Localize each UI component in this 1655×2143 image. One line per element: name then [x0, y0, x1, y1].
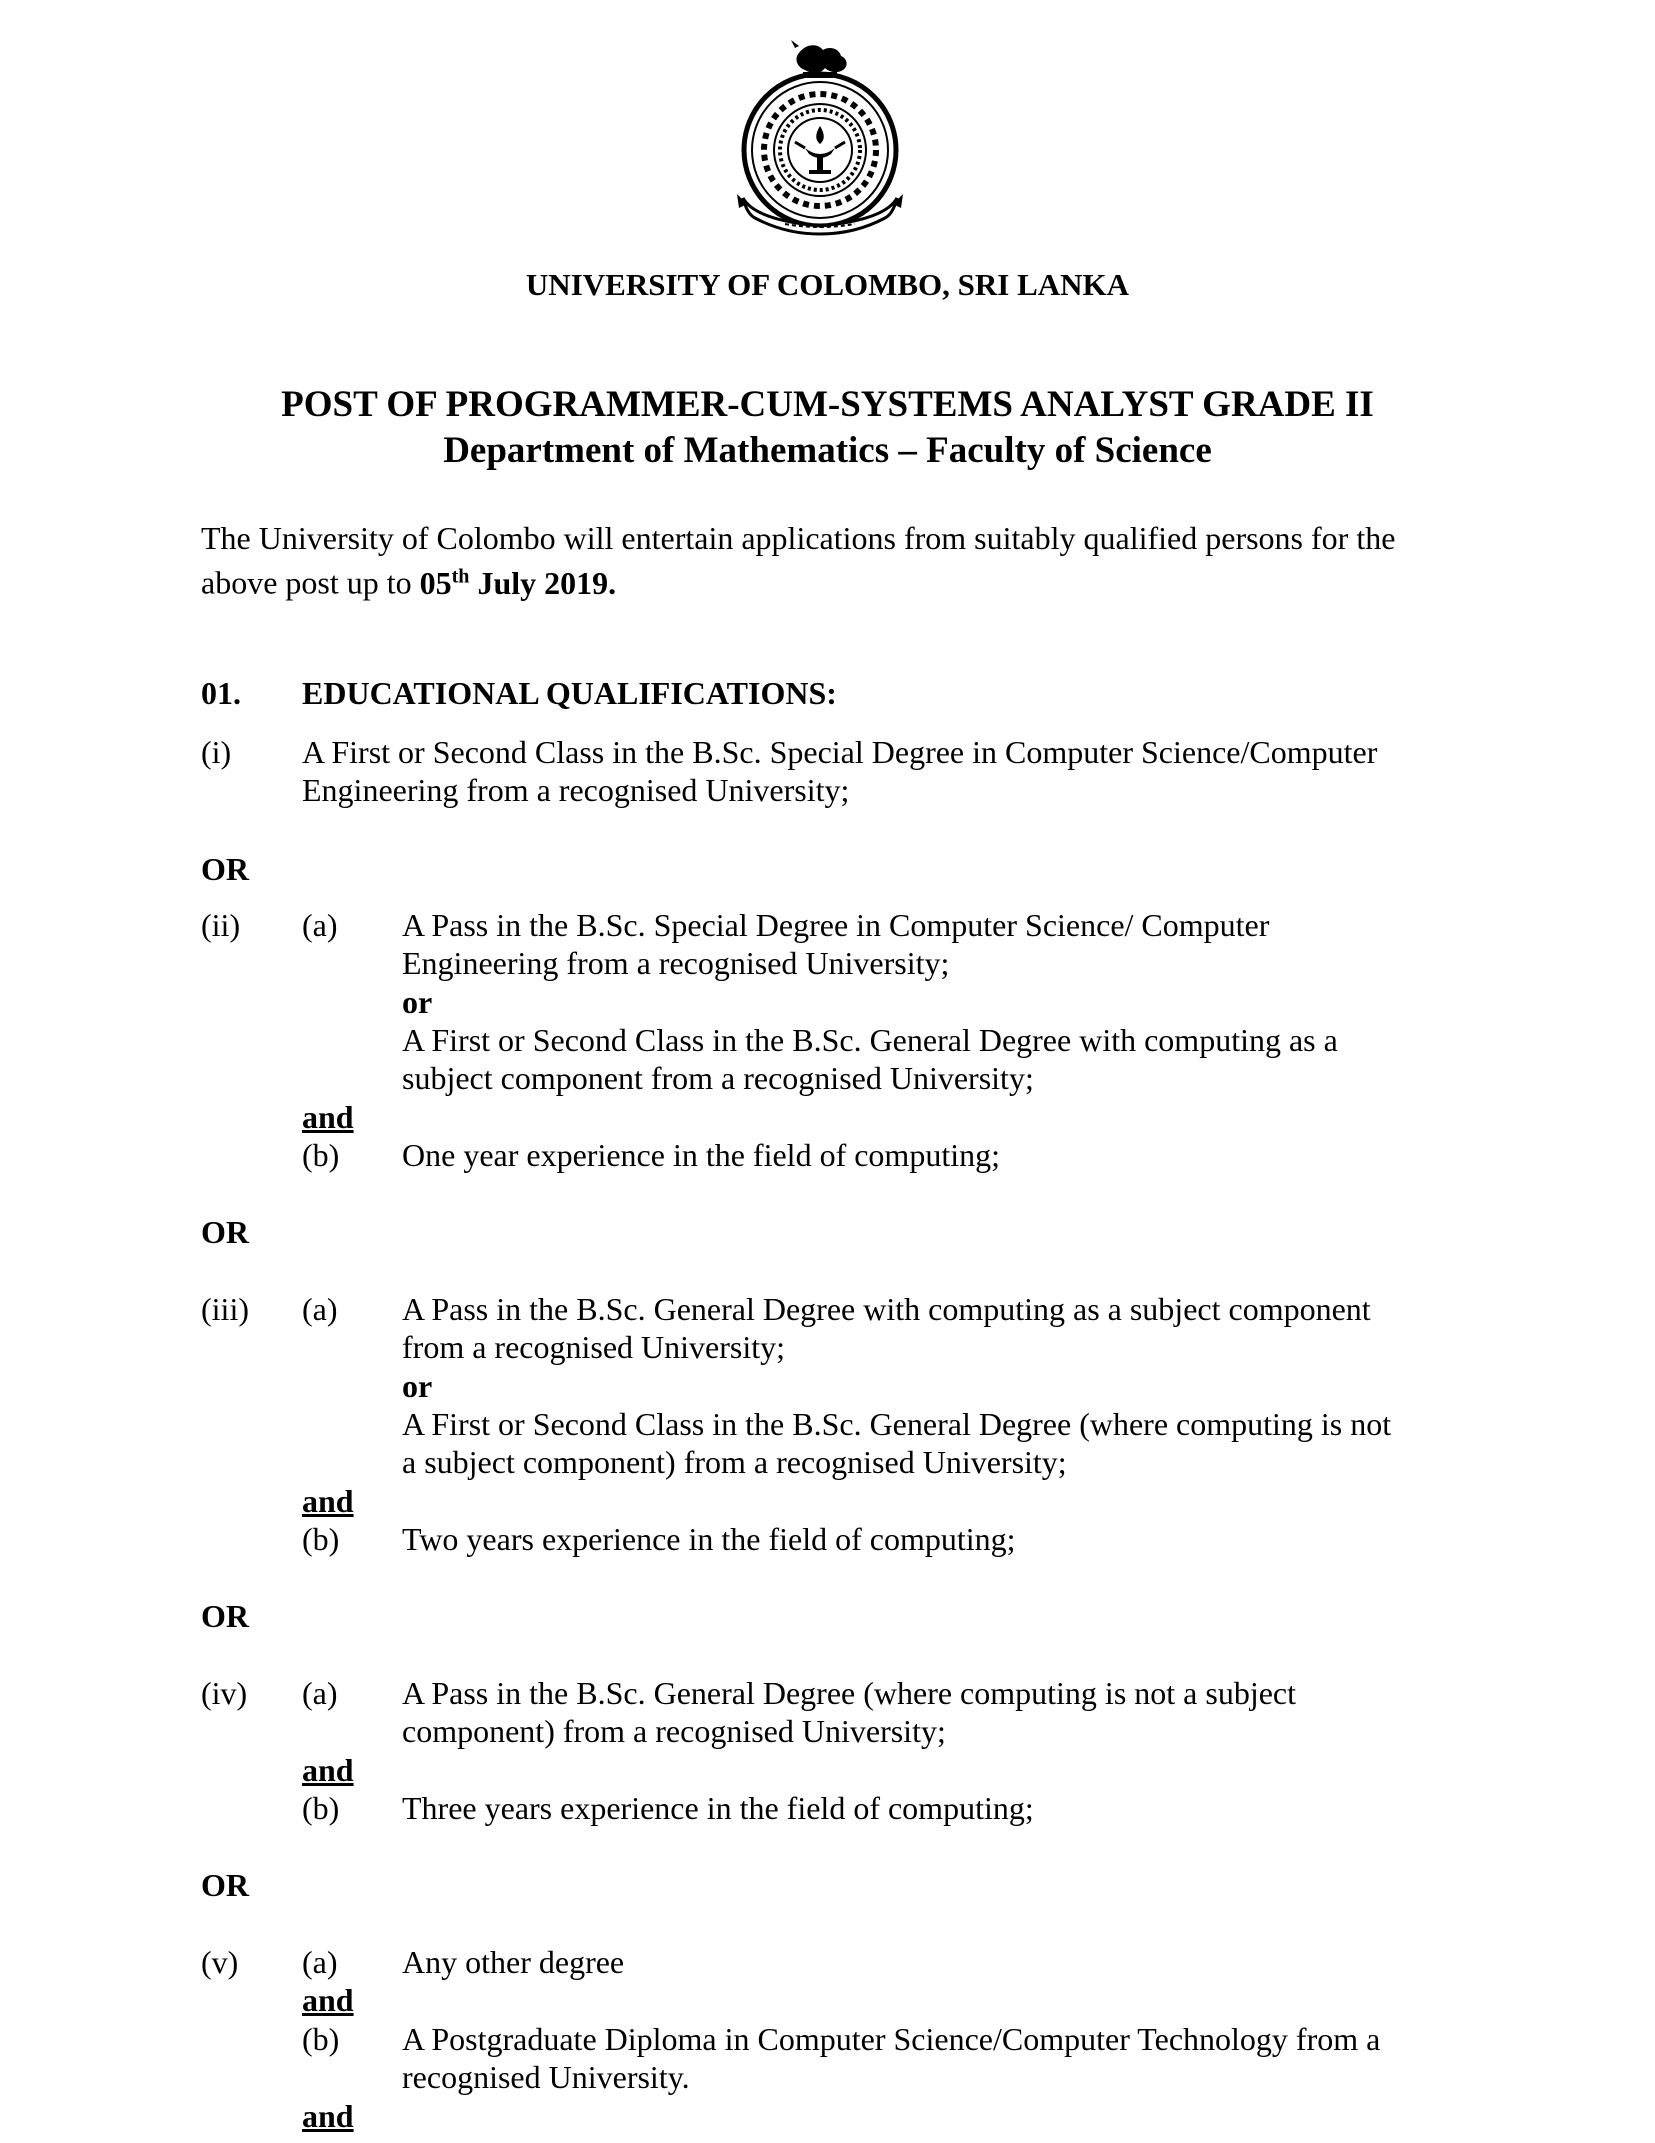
section-number: 01. [201, 675, 241, 711]
option-iii-and: and [302, 1483, 354, 1519]
university-crest-icon [725, 38, 915, 238]
option-v-a-label: (a) [302, 1944, 338, 1980]
option-ii-a-line-1: A Pass in the B.Sc. Special Degree in Computer Science/ Computer [402, 907, 1270, 943]
option-v-b-line-2: recognised University. [402, 2059, 690, 2095]
option-iii-a-label: (a) [302, 1291, 338, 1327]
intro-line-1: The University of Colombo will entertain applications from suitably qualified persons for the [201, 520, 1396, 556]
option-iii-number: (iii) [201, 1291, 249, 1327]
option-iv-and: and [302, 1752, 354, 1788]
section-heading: EDUCATIONAL QUALIFICATIONS: [302, 675, 837, 711]
option-ii-alt-line-2: subject component from a recognised University; [402, 1060, 1034, 1096]
option-iii-b-label: (b) [302, 1521, 340, 1557]
option-i-number: (i) [201, 734, 232, 770]
page-title: POST OF PROGRAMMER-CUM-SYSTEMS ANALYST GRADE II [281, 384, 1374, 425]
option-ii-a-line-2: Engineering from a recognised University; [402, 945, 950, 981]
option-iii-a-line-1: A Pass in the B.Sc. General Degree with computing as a subject component [402, 1291, 1371, 1327]
option-v-and-trailing: and [302, 2098, 354, 2134]
option-iv-b-label: (b) [302, 1790, 340, 1826]
or-separator: OR [201, 1598, 249, 1634]
page-subtitle: Department of Mathematics – Faculty of Science [443, 430, 1212, 471]
option-ii-number: (ii) [201, 907, 241, 943]
intro-prefix: above post up to [201, 564, 420, 601]
option-ii-b-text: One year experience in the field of computing; [402, 1137, 1000, 1173]
option-v-b-line-1: A Postgraduate Diploma in Computer Science/Computer Technology from a [402, 2021, 1381, 2057]
or-separator: OR [201, 1214, 249, 1250]
option-iii-alt-line-1: A First or Second Class in the B.Sc. General Degree (where computing is not [402, 1406, 1392, 1442]
option-iii-a-line-2: from a recognised University; [402, 1329, 785, 1365]
option-v-b-label: (b) [302, 2021, 340, 2057]
deadline-month-year: July 2019. [469, 564, 617, 601]
option-v-number: (v) [201, 1944, 239, 1980]
option-i-line-2: Engineering from a recognised University; [302, 772, 850, 808]
option-iv-number: (iv) [201, 1675, 248, 1711]
option-iv-a-line-1: A Pass in the B.Sc. General Degree (where computing is not a subject [402, 1675, 1296, 1711]
option-ii-a-label: (a) [302, 907, 338, 943]
deadline-day: 05 [419, 564, 452, 601]
deadline-ordinal: th [451, 565, 470, 587]
option-iv-a-label: (a) [302, 1675, 338, 1711]
option-ii-and: and [302, 1099, 354, 1135]
option-iii-alt-line-2: a subject component) from a recognised University; [402, 1444, 1067, 1480]
option-i-line-1: A First or Second Class in the B.Sc. Special Degree in Computer Science/Computer [302, 734, 1378, 770]
deadline-date [420, 565, 616, 601]
option-ii-or: or [402, 984, 433, 1020]
option-iii-or: or [402, 1368, 433, 1404]
or-separator: OR [201, 851, 249, 887]
option-iv-b-text: Three years experience in the field of computing; [402, 1790, 1034, 1826]
option-iii-b-text: Two years experience in the field of computing; [402, 1521, 1016, 1557]
or-separator: OR [201, 1867, 249, 1903]
option-v-and: and [302, 1982, 354, 2018]
option-ii-b-label: (b) [302, 1137, 340, 1173]
intro-line-2 [201, 557, 616, 602]
option-iv-a-line-2: component) from a recognised University; [402, 1713, 946, 1749]
university-name: UNIVERSITY OF COLOMBO, SRI LANKA [525, 267, 1130, 302]
option-ii-alt-line-1: A First or Second Class in the B.Sc. General Degree with computing as a [402, 1022, 1338, 1058]
option-v-a-text: Any other degree [402, 1944, 625, 1980]
